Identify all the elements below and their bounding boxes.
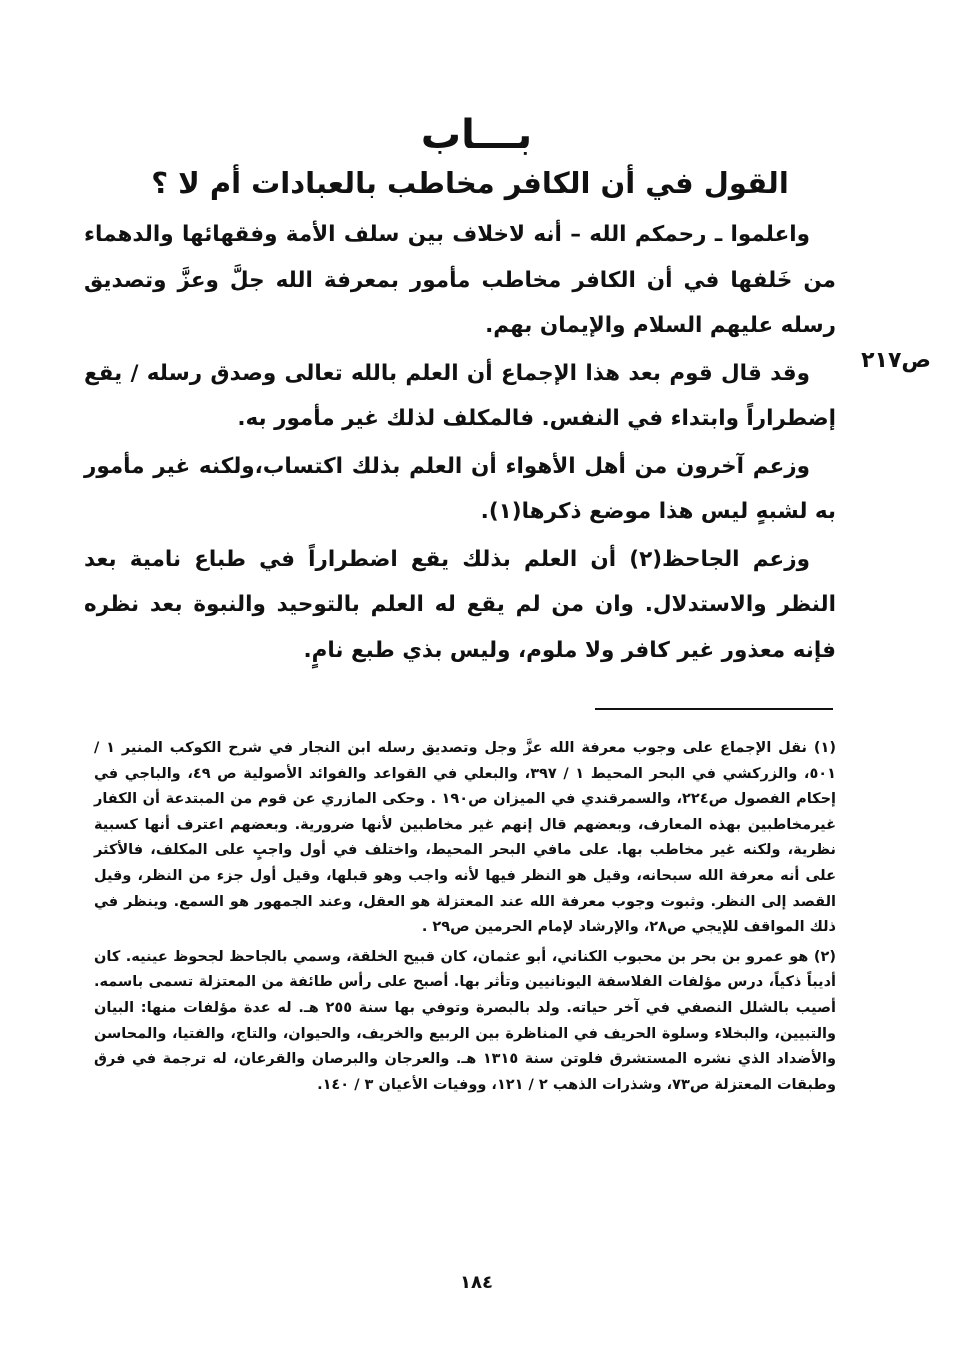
chapter-heading: بـــاب — [420, 112, 533, 158]
margin-page-reference: ص٢١٧ — [861, 348, 931, 373]
footnote-separator — [595, 708, 833, 710]
page-number: ١٨٤ — [460, 1272, 493, 1293]
paragraph: وزعم آخرون من أهل الأهواء أن العلم بذلك اكتساب،ولكنه غير مأمور به لشبهٍ ليس هذا موضع ذكرها(١). — [84, 453, 836, 524]
footnote-1: (١) نقل الإجماع على وجوب معرفة الله عزَّ وجل وتصديق رسله ابن النجار في شرح الكوكب المنير ١ / ٥٠١، والزركشي في البحر المحيط ١ / ٣٩٧، والبعلي في القواعد والفوائد الأصولية ص ٤٩، والباجي في إحكام الفصول ص٢٢٤، والسمرقندي في الميزان ص١٩٠ . وحكى المازري عن قوم من المبتدعة أن الكفار غيرمخاطبين بهذه المعارف، وبعضهم قال إنهم غير مخاطبين لأنها ضرورية. وبعضهم اعترف أنها كسبية نظرية، ولكنه غير مخاطب بها. على مافي البحر المحيط، واختلف في أول واجبٍ على المكلف، فالأكثر على أنه معرفة الله سبحانه، وقيل هو النظر فيها لأنه واجب وهو قبلها، وقيل أول جزء من النظر، وقيل القصد إلى النظر. وثبوت وجوب معرفة الله عند المعتزلة هو العقل، وعند الجمهور هو السمع. وينظر في ذلك المواقف للإيجي ص٢٨، والإرشاد لإمام الحرمين ص٢٩ . — [94, 740, 837, 936]
chapter-title: القول في أن الكافر مخاطب بالعبادات أم لا ؟ — [151, 166, 789, 200]
paragraph: واعلموا ـ رحمكم الله – أنه لاخلاف بين سلف الأمة وفقهائها والدهماء من خَلفها في أن الكافر مخاطب مأمور بمعرفة الله جلَّ وعزَّ وتصديق رسله عليهم السلام والإيمان بهم. — [84, 222, 836, 338]
footnote-2: (٢) هو عمرو بن بحر بن محبوب الكناني، أبو عثمان، كان قبيح الخلقة، وسمي بالجاحظ لجحوظ عينيه. كان أديباً ذكياً، درس مؤلفات الفلاسفة اليونانيين وتأثر بها. أصبح على رأس طائفة من المعتزلة تسمى باسمه. أصيب بالشلل النصفي في آخر حياته. ولد بالبصرة وتوفي بها سنة ٢٥٥ هـ. له عدة مؤلفات منها: البيان والتبيين، والبخلاء وسلوة الحريف في المناظرة بين الربيع والخريف، والحيوان، والتاج، والفتيا، والمحاسن والأضداد الذي نشره المستشرق فلوتن سنة ١٣١٥ هـ. والعرجان والبرصان والقرعان، له ترجمة في فرق وطبقات المعتزلة ص٧٣، وشذرات الذهب ٢ / ١٢١، ووفيات الأعيان ٣ / ١٤٠. — [94, 948, 836, 1093]
paragraph: وقد قال قوم بعد هذا الإجماع أن العلم بالله تعالى وصدق رسله / يقع إضطراراً وابتداء في النفس. فالمكلف لذلك غير مأمور به. — [84, 360, 836, 431]
main-text — [84, 212, 836, 675]
footnotes — [94, 736, 836, 1102]
paragraph: وزعم الجاحظ(٢) أن العلم بذلك يقع اضطراراً في طباع نامية بعد النظر والاستدلال. وان من لم يقع له العلم بالتوحيد والنبوة بعد نظره فإنه معذور غير كافر ولا ملوم، وليس بذي طبع نامٍ. — [84, 546, 836, 663]
